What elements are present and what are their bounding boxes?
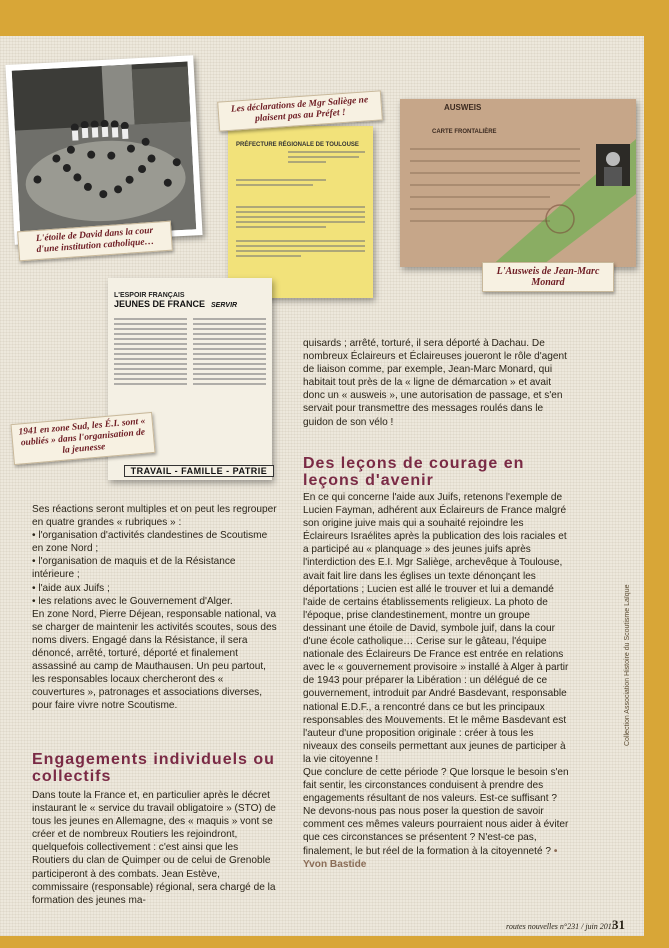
jeunes-motto: TRAVAIL - FAMILLE - PATRIE [124,465,274,477]
caption-jeunes: 1941 en zone Sud, les É.I. sont « oubliés » dans l'organisation de la jeunesse [10,412,155,465]
caption-ausweis: L'Ausweis de Jean-Marc Monard [482,262,614,292]
paragraph: Ses réactions seront multiples et on peut les regrouper en quatre grandes « rubriques » : [32,504,277,529]
footer-magazine: routes nouvelles n°231 / juin 2011 [506,922,616,931]
paragraph: En zone Nord, Pierre Déjean, responsable national, va se charger de maintenir les activités scoutes, sous des noms divers. Engagé dans la Résistance, il sera dénoncé, arrêté, torturé, déporté et finalement assassiné au camp de Mauthausen. Un peu partout, les responsables locaux chercheront des « couvertures », patronages et associations diverses, pour faire vivre notre Scoutisme. [32,608,277,712]
paragraph [303,766,569,871]
author-signature: • Yvon Bastide [303,845,558,870]
caption-star-of-david: L'étoile de David dans la cour d'une institution catholique… [17,221,173,262]
ausweis-document [400,99,636,267]
bullet-item: • l'organisation d'activités clandestines de Scoutisme en zone Nord ; [32,530,268,555]
jeunes-header: JEUNES DE FRANCE [114,299,206,309]
heading-engagements: Engagements individuels ou collectifs [32,751,275,785]
courtyard-photo-image [12,62,197,239]
bullet-item: • les relations avec le Gouvernement d'Alger. [32,595,233,607]
heading-lecons: Des leçons de courage en leçons d'avenir [303,455,525,489]
right-column-top [303,337,569,429]
photo-star-of-david [5,55,202,245]
paragraph: quisards ; arrêté, torturé, il sera déporté à Dachau. De nombreux Éclaireurs et Éclaireuses joueront le rôle d'agent de liaison comme, par exemple, Jean-Marc Monard, qui habitait tout près de la « ligne de démarcation » et avait donc un « ausweis », une autorisation de passage, et s'en servait pour transmettre des messages roulés dans le guidon de son vélo ! [303,338,567,428]
footer-page-number: 31 [612,917,625,932]
right-column-bottom [303,491,569,871]
paragraph: En ce qui concerne l'aide aux Juifs, retenons l'exemple de Lucien Fayman, adhérent aux Éclaireurs de France malgré son origine juive mais qui a souhaité rejoindre les Éclaireurs Israélites après la publication des lois raciales et a participé au « planquage » des jeunes juifs après l'interdiction des E.I. Mgr Saliège, archevêque à Toulouse, avait fait lire dans les églises un texte dénonçant les déportations ; Lucien est allé le trouver et lui a demandé l'aide de certains établissements religieux. La photo de l'époque, prise clandestinement, montre un groupe dessinant une étoile de David, symbole juif, dans la cour d'une école catholique… Cerise sur le gâteau, l'équipe nationale des Éclaireurs De France est entrée en relations avec le « gouvernement provisoire » installé à Alger à partir de 1943 pour préparer la Libération : un délégué de ce gouvernement, introduit par André Basdevant, responsable national E.D.F., a rencontré dans ce but les principaux responsables des Mouvements. Et le même Basdevant est l'auteur d'une proposition originale : créer à tous les niveaux des conseils permettant aux jeunes de participer à la vie citoyenne ! [303,492,569,765]
left-column-top [32,503,278,713]
left-column-bottom [32,789,278,907]
ausweis-card-image [400,99,636,267]
conclusion-text: Que conclure de cette période ? Que lorsque le besoin s'en fait sentir, les circonstances conduisent à prendre des engagements résultant de nos valeurs. Est-ce suffisant ? Ne devons-nous pas nous poser la question de savoir comment ces mêmes valeurs pourraient nous aider à éviter que ces circonstances se présentent ? N'est-ce pas, finalement, le but réel de la formation à la citoyenneté ? [303,766,569,857]
ausweis-subtitle: CARTE FRONTALIÈRE [432,129,497,135]
bullet-item: • l'organisation de maquis et de la Résistance intérieure ; [32,556,236,581]
prefecture-document [228,126,373,298]
caption-saliege: Les déclarations de Mgr Saliège ne plaisent pas au Préfet ! [217,90,383,131]
prefecture-heading: PRÉFECTURE RÉGIONALE DE TOULOUSE [236,142,359,148]
ausweis-title: AUSWEIS [444,103,482,112]
jeunes-subtitle: L'ESPOIR FRANÇAIS [114,292,185,299]
bullet-item: • l'aide aux Juifs ; [32,582,110,594]
photo-credit: Collection Association Histoire du Scoutisme Laïque [624,584,631,746]
jeunes-servir: SERVIR [211,302,238,309]
paragraph: Dans toute la France et, en particulier après le décret instaurant le « service du travail obligatoire » (STO) de tous les jeunes en Allemagne, des « maquis » vont se créer et de nombreux Routiers les rejoindront, quelquefois collectivement : c'est ainsi que les Routiers du clan de Quimper ou de celui de Grenoble participeront à des combats. Jean Estève, commissaire (responsable) régional, sera chargé de la formation des jeunes ma- [32,790,276,906]
